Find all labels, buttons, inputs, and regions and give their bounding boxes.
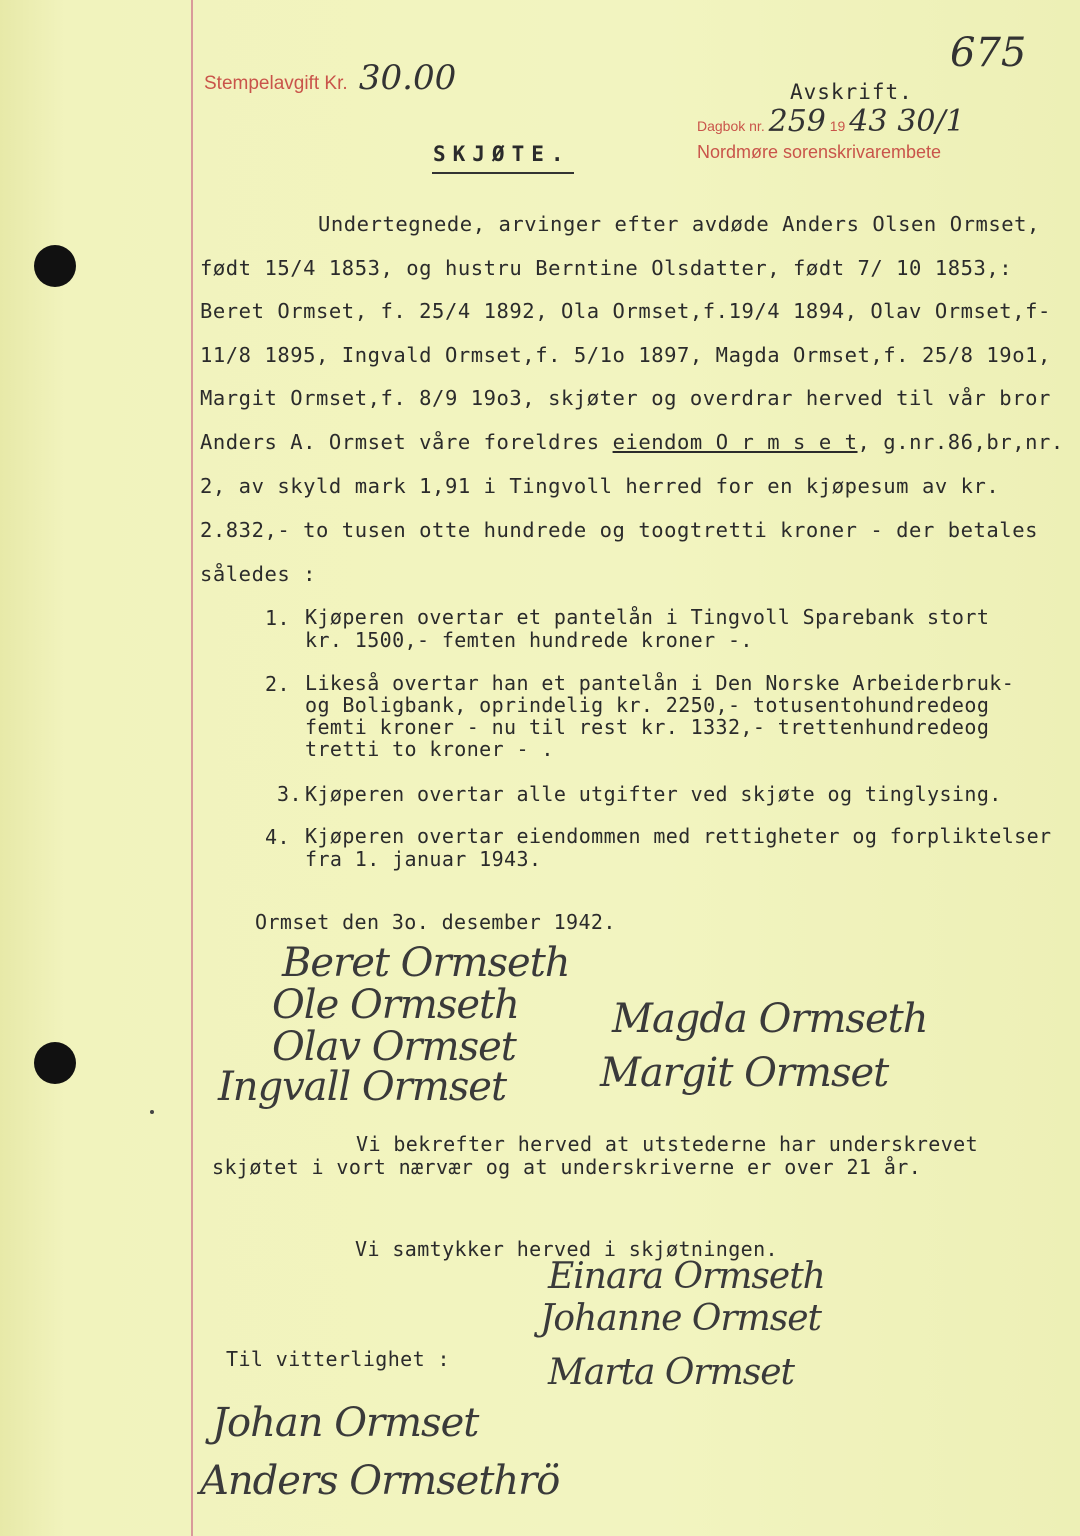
dagbok-year: 43	[849, 104, 888, 139]
signature: Einara Ormseth	[548, 1256, 825, 1297]
ink-dot	[150, 1110, 154, 1114]
body-line: 2, av skyld mark 1,91 i Tingvoll herred for en kjøpesum av kr.	[200, 474, 1000, 498]
signature: Beret Ormseth	[282, 940, 570, 986]
signature: Ingvall Ormset	[218, 1064, 507, 1110]
item-line: og Boligbank, oprindelig kr. 2250,- totusentohundredeog	[305, 693, 990, 717]
item-number: 2.	[265, 672, 290, 696]
item-line: fra 1. januar 1943.	[305, 847, 542, 871]
item-line: femti kroner - nu til rest kr. 1332,- trettenhundredeog	[305, 715, 990, 739]
property-reference: , g.nr.86,br,nr.	[857, 430, 1064, 454]
signature: Margit Ormset	[600, 1050, 889, 1096]
item-number: 3.	[277, 782, 302, 806]
confirmation-line: Vi bekrefter herved at utstederne har underskrevet	[356, 1132, 979, 1156]
signature: Ole Ormseth	[272, 982, 519, 1028]
dagbok-date: 30/1	[897, 104, 965, 139]
dagbok-number: 259	[768, 104, 826, 139]
body-line: Margit Ormset,f. 8/9 19o3, skjøter og overdrar herved til vår bror	[200, 386, 1051, 410]
document-title: SKJØTE.	[433, 142, 571, 166]
item-line: Likeså overtar han et pantelån i Den Norske Arbeiderbruk-	[305, 671, 1015, 695]
dagbok-year-label: 19	[829, 118, 846, 134]
item-text	[305, 782, 1002, 806]
signature: Magda Ormseth	[612, 996, 928, 1042]
margin-line	[191, 0, 193, 1536]
item-line: Kjøperen overtar eiendommen med rettigheter og forpliktelser	[305, 824, 1052, 848]
dagbok-label: Dagbok nr.	[697, 118, 765, 134]
signature: Johan Ormset	[212, 1400, 479, 1446]
body-line: Undertegnede, arvinger efter avdøde Anders Olsen Ormset,	[318, 212, 1040, 236]
signature: Olav Ormset	[272, 1024, 516, 1070]
title-underline	[432, 172, 574, 174]
body-line: 11/8 1895, Ingvald Ormset,f. 5/1o 1897, Magda Ormset,f. 25/8 19o1,	[200, 343, 1051, 367]
punch-hole	[34, 1042, 76, 1084]
copy-label: Avskrift.	[790, 80, 913, 104]
signature: Marta Ormset	[548, 1352, 795, 1393]
item-line: tretti to kroner - .	[305, 737, 554, 761]
page-number: 675	[950, 30, 1027, 76]
item-number: 4.	[265, 825, 290, 849]
body-line	[200, 430, 1064, 454]
place-date: Ormset den 3o. desember 1942.	[255, 910, 616, 934]
item-line: Kjøperen overtar alle utgifter ved skjøte og tinglysing.	[305, 782, 1002, 806]
item-line: Kjøperen overtar et pantelån i Tingvoll Sparebank stort	[305, 605, 990, 629]
stamp-fee	[204, 58, 456, 98]
item-text	[305, 825, 1051, 871]
item-text	[305, 606, 989, 652]
witness-label: Til vitterlighet :	[226, 1347, 450, 1371]
item-line: kr. 1500,- femten hundrede kroner -.	[305, 628, 753, 652]
stamp-fee-value: 30.00	[358, 58, 457, 98]
stamp-fee-label: Stempelavgift Kr.	[204, 73, 348, 94]
body-line: Beret Ormset, f. 25/4 1892, Ola Ormset,f.19/4 1894, Olav Ormset,f-	[200, 299, 1051, 323]
property-name: eiendom O r m s e t	[612, 430, 858, 454]
dagbok-stamp	[697, 104, 965, 139]
signature: Johanne Ormset	[540, 1298, 821, 1339]
office-stamp: Nordmøre sorenskrivarembete	[697, 142, 942, 162]
body-line: født 15/4 1853, og hustru Berntine Olsdatter, født 7/ 10 1853,:	[200, 256, 1013, 280]
body-line: 2.832,- to tusen otte hundrede og toogtretti kroner - der betales	[200, 518, 1038, 542]
consent-text: Vi samtykker herved i skjøtningen.	[355, 1237, 778, 1261]
signature: Anders Ormsethrö	[200, 1458, 560, 1504]
confirmation-line: skjøtet i vort nærvær og at underskriverne er over 21 år.	[212, 1155, 922, 1179]
body-line: således :	[200, 562, 317, 586]
body-line-text: Anders A. Ormset våre foreldres	[200, 430, 600, 454]
item-number: 1.	[265, 606, 290, 630]
punch-hole	[34, 245, 76, 287]
item-text	[305, 672, 1014, 760]
